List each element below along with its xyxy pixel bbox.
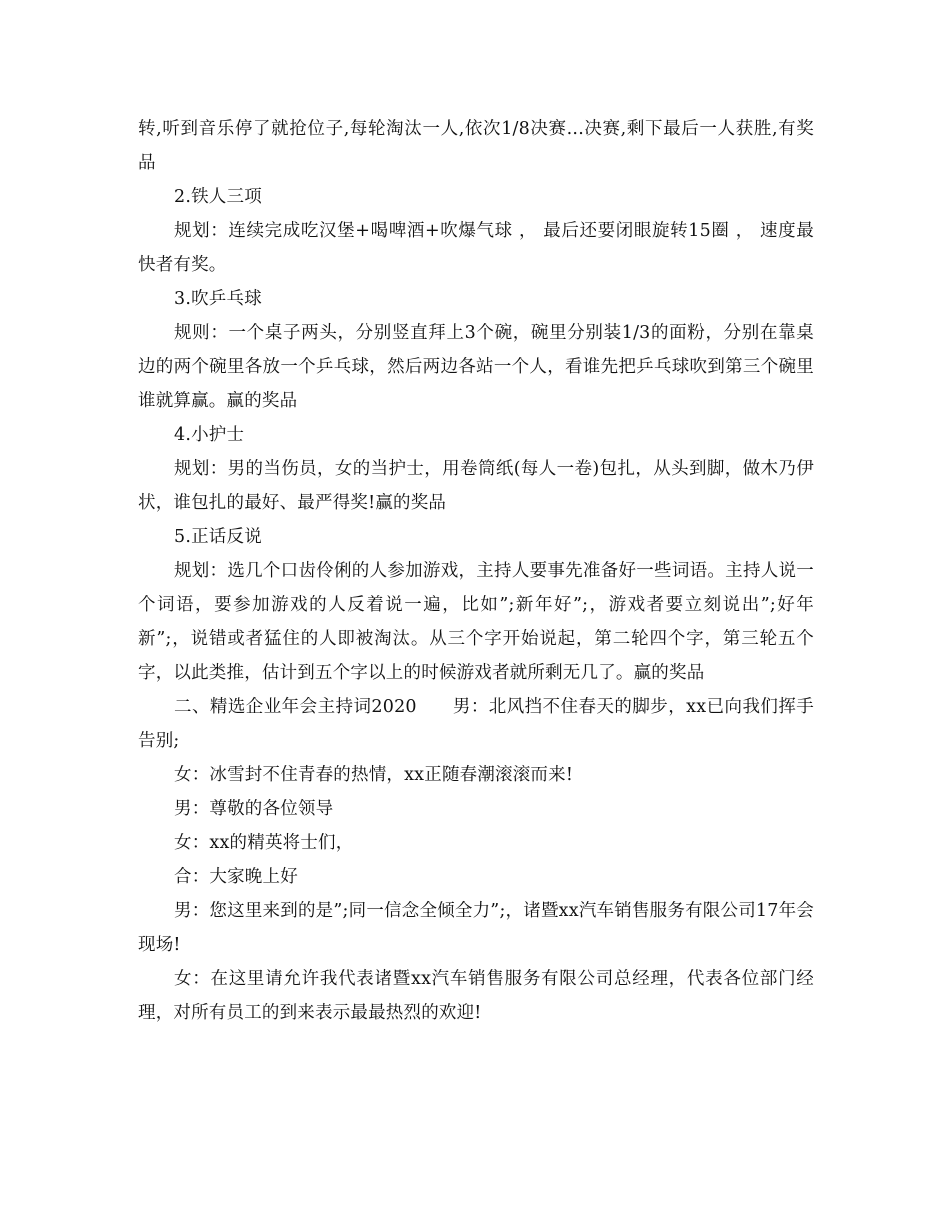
heading-little-nurse: 4.小护士 (174, 425, 245, 445)
paragraph-little-nurse-rules: 规划：男的当伤员，女的当护士，用卷筒纸(每人一卷)包扎，从头到脚，做木乃伊状，谁包扎的最好、最严得奖!赢的奖品 (138, 459, 814, 513)
paragraph-host-line: 女：在这里请允许我代表诸暨xx汽车销售服务有限公司总经理，代表各位部门经理，对所有员工的到来表示最最热烈的欢迎! (138, 969, 814, 1023)
heading-iron-man: 2.铁人三项 (174, 187, 262, 207)
paragraph-host-line: 合：大家晚上好 (174, 867, 298, 887)
paragraph-0: 转,听到音乐停了就抢位子,每轮淘汰一人,依次1/8决赛...决赛,剩下最后一人获胜,有奖品 (138, 119, 814, 173)
paragraph-host-line: 女：xx的精英将士们， (174, 833, 354, 853)
paragraph-host-line: 女：冰雪封不住青春的热情，xx正随春潮滚滚而来! (174, 765, 574, 785)
paragraph-ping-pong-rules: 规则：一个桌子两头，分别竖直拜上3个碗，碗里分别装1/3的面粉，分别在靠桌边的两个碗里各放一个乒乓球，然后两边各站一个人，看谁先把乒乓球吹到第三个碗里谁就算赢。赢的奖品 (138, 323, 814, 411)
paragraph-host-line: 男：您这里来到的是”;同一信念全倾全力”;，诸暨xx汽车销售服务有限公司17年会现场! (138, 901, 814, 955)
heading-reverse-words: 5.正话反说 (174, 527, 262, 547)
paragraph-host-line: 男：尊敬的各位领导 (174, 799, 334, 819)
paragraph-iron-man-rules: 规划：连续完成吃汉堡+喝啤酒+吹爆气球 ， 最后还要闭眼旋转15圈 ， 速度最快者有奖。 (138, 221, 814, 275)
heading-ping-pong: 3.吹乒乓球 (174, 289, 262, 309)
paragraph-reverse-words-rules: 规划：选几个口齿伶俐的人参加游戏，主持人要事先准备好一些词语。主持人说一个词语，要参加游戏的人反着说一遍，比如”;新年好”;，游戏者要立刻说出”;好年新”;，说错或者猛住的人即被淘汰。从三个字开始说起，第二轮四个字，第三轮五个字，以此类推，估计到五个字以上的时候游戏者就所剩无几了。赢的奖品 (138, 561, 814, 683)
paragraph-host-script-heading: 二、精选企业年会主持词2020 男：北风挡不住春天的脚步，xx已向我们挥手告别; (138, 697, 814, 751)
document-body (138, 112, 814, 1030)
